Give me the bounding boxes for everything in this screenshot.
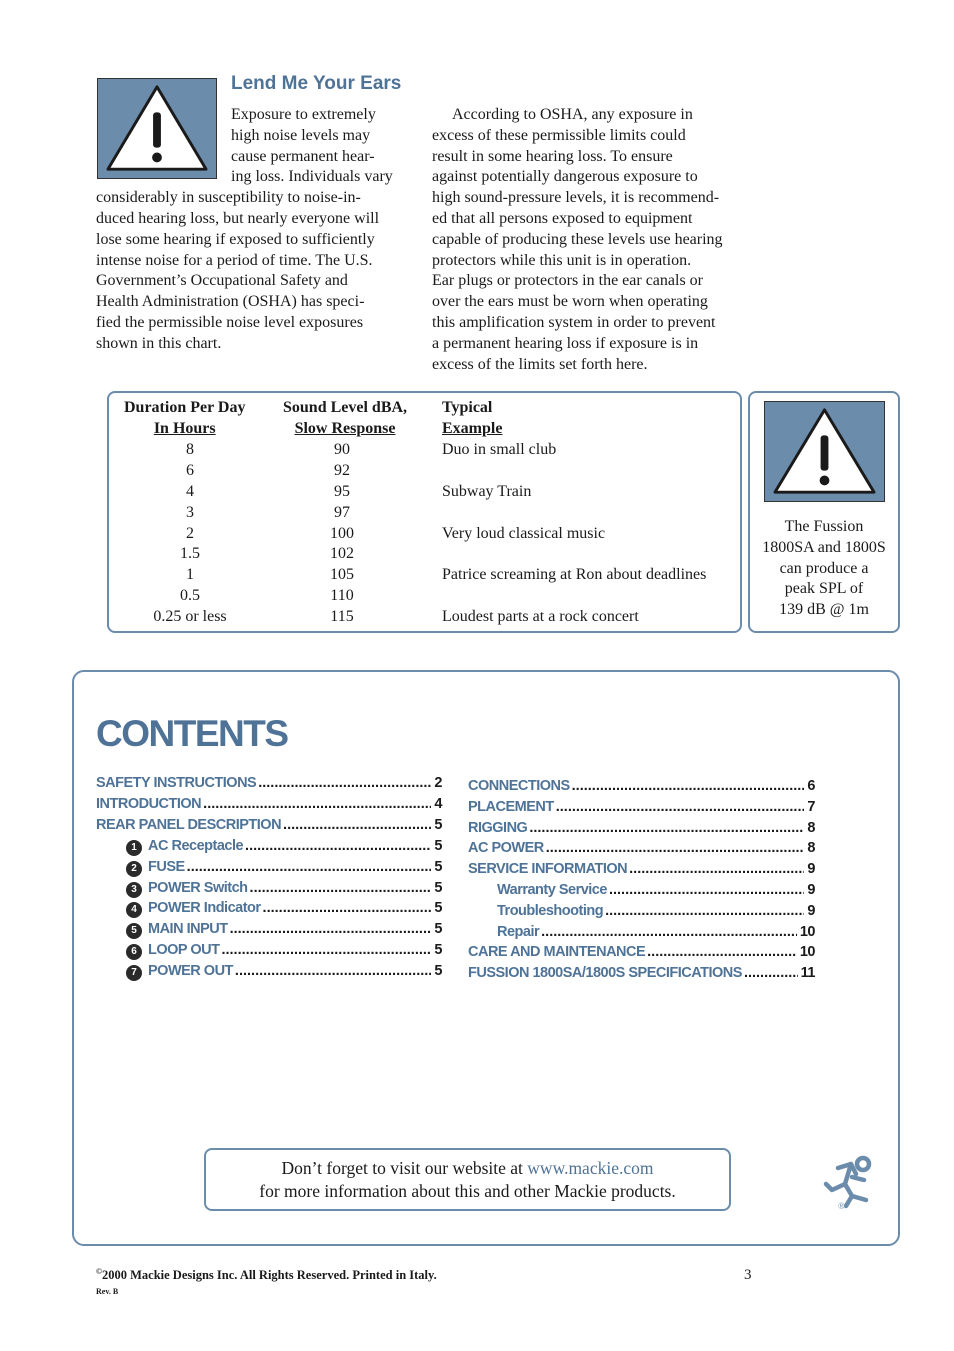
warning-text-col2 bbox=[432, 105, 752, 375]
toc-page: 9 bbox=[807, 902, 815, 919]
toc-leader bbox=[245, 838, 431, 854]
text-line: against potentially dangerous exposure to bbox=[432, 168, 698, 186]
toc-page: 5 bbox=[434, 900, 442, 917]
toc-entry[interactable] bbox=[468, 965, 815, 986]
toc-page: 4 bbox=[434, 795, 442, 812]
page-number: 3 bbox=[744, 1267, 752, 1283]
text-line: high noise levels may bbox=[231, 126, 371, 144]
toc-leader bbox=[235, 963, 432, 979]
item-number-icon: 3 bbox=[126, 882, 142, 898]
website-note bbox=[204, 1148, 731, 1211]
table-cell-hours: 8 bbox=[186, 441, 194, 458]
revision: Rev. B bbox=[96, 1287, 119, 1296]
toc-page: 7 bbox=[807, 798, 815, 815]
table-cell-example: Very loud classical music bbox=[442, 524, 606, 542]
toc-entry[interactable] bbox=[96, 775, 442, 796]
item-number-icon: 7 bbox=[126, 965, 142, 981]
warning-icon bbox=[764, 401, 885, 502]
mackie-logo bbox=[818, 1152, 880, 1216]
toc-label: LOOP OUT bbox=[148, 942, 220, 959]
table-cell-level: 97 bbox=[334, 503, 350, 521]
toc-page: 9 bbox=[807, 861, 815, 878]
toc-page: 8 bbox=[807, 819, 815, 836]
toc-entry[interactable] bbox=[497, 882, 815, 903]
toc-page: 5 bbox=[434, 942, 442, 959]
item-number-icon: 2 bbox=[126, 861, 142, 877]
toc-leader bbox=[263, 900, 432, 916]
toc-label: REAR PANEL DESCRIPTION bbox=[96, 816, 282, 833]
example-column bbox=[442, 440, 742, 628]
toc-page: 5 bbox=[434, 816, 442, 833]
table-cell-level: 115 bbox=[330, 608, 354, 626]
toc-label: Warranty Service bbox=[497, 882, 607, 898]
table-cell-level: 110 bbox=[330, 587, 354, 605]
toc-page: 8 bbox=[807, 840, 815, 857]
spl-note-line: The Fussion bbox=[784, 518, 864, 535]
contents-title: CONTENTS bbox=[96, 713, 288, 754]
spl-note-line: can produce a bbox=[779, 559, 869, 577]
table-cell-example bbox=[442, 544, 742, 565]
hours-column bbox=[124, 440, 256, 628]
toc-entry[interactable] bbox=[96, 796, 442, 817]
registered-mark: ® bbox=[838, 1201, 845, 1211]
toc-entry[interactable] bbox=[468, 944, 815, 965]
toc-right-column bbox=[468, 778, 815, 998]
toc-page: 5 bbox=[434, 858, 442, 875]
table-cell-hours: 3 bbox=[186, 503, 194, 521]
toc-label: RIGGING bbox=[468, 819, 528, 836]
toc-page: 5 bbox=[434, 921, 442, 938]
table-cell-example: Subway Train bbox=[442, 482, 532, 500]
table-cell-example: Loudest parts at a rock concert bbox=[442, 608, 639, 626]
text-line: excess of the limits set forth here. bbox=[432, 355, 648, 373]
table-cell-hours: 0.25 or less bbox=[153, 608, 227, 626]
toc-leader bbox=[647, 944, 797, 960]
text-line: According to OSHA, any exposure in bbox=[452, 106, 693, 123]
toc-page: 5 bbox=[434, 837, 442, 854]
toc-entry[interactable] bbox=[468, 840, 815, 861]
copyright: ©2000 Mackie Designs Inc. All Rights Reserved. Printed in Italy. bbox=[96, 1267, 437, 1283]
toc-entry[interactable] bbox=[126, 880, 442, 901]
toc-leader bbox=[187, 859, 432, 875]
toc-entry[interactable] bbox=[126, 921, 442, 942]
text-line: Exposure to extremely bbox=[231, 106, 376, 123]
text-line: Health Administration (OSHA) has speci- bbox=[96, 293, 365, 311]
table-cell-example bbox=[442, 586, 742, 607]
toc-label: POWER OUT bbox=[148, 963, 233, 980]
table-cell-level: 90 bbox=[334, 441, 350, 458]
toc-page: 2 bbox=[434, 775, 442, 791]
table-cell-level: 105 bbox=[330, 566, 354, 584]
toc-leader bbox=[744, 965, 798, 981]
website-note-line2: for more information about this and other Mackie products. bbox=[259, 1181, 676, 1201]
table-cell-level: 102 bbox=[330, 545, 354, 563]
item-number-icon: 6 bbox=[126, 944, 142, 960]
text-line: considerably in susceptibility to noise-in- bbox=[96, 189, 361, 207]
toc-entry[interactable] bbox=[126, 963, 442, 984]
text-line: high sound-pressure levels, it is recommend- bbox=[432, 189, 720, 207]
toc-label: CARE AND MAINTENANCE bbox=[468, 944, 646, 961]
toc-entry[interactable] bbox=[126, 900, 442, 921]
toc-page: 5 bbox=[434, 963, 442, 980]
toc-leader bbox=[250, 880, 432, 896]
text-line: excess of these permissible limits could bbox=[432, 126, 686, 144]
spl-note-line: peak SPL of bbox=[784, 580, 864, 598]
text-line: capable of producing these levels use hearing bbox=[432, 230, 723, 248]
table-cell-level: 100 bbox=[330, 524, 354, 542]
toc-leader bbox=[609, 882, 804, 898]
toc-label: Troubleshooting bbox=[497, 902, 604, 919]
toc-leader bbox=[283, 817, 431, 833]
spl-note-text bbox=[750, 517, 898, 621]
text-line: this amplification system in order to prevent bbox=[432, 313, 716, 331]
text-line: shown in this chart. bbox=[96, 334, 222, 352]
toc-page: 10 bbox=[799, 944, 815, 961]
toc-label: AC Receptacle bbox=[148, 837, 244, 854]
toc-label: INTRODUCTION bbox=[96, 795, 202, 812]
spl-note-line: 1800SA and 1800S bbox=[762, 538, 886, 556]
toc-label: FUSSION 1800SA/1800S SPECIFICATIONS bbox=[468, 965, 742, 982]
toc-entry[interactable] bbox=[468, 861, 815, 882]
toc-left-column bbox=[96, 775, 442, 995]
toc-leader bbox=[203, 796, 431, 812]
header-sound-level: Sound Level dBA, Slow Response bbox=[283, 399, 408, 437]
toc-leader bbox=[529, 820, 804, 836]
toc-page: 5 bbox=[434, 879, 442, 896]
website-note-prefix: Don’t forget to visit our website at bbox=[281, 1158, 528, 1178]
table-cell-hours: 2 bbox=[186, 524, 194, 542]
table-cell-hours: 1.5 bbox=[180, 545, 200, 563]
header-duration: Duration Per Day In Hours bbox=[124, 399, 246, 437]
toc-label: MAIN INPUT bbox=[148, 921, 228, 938]
text-line: over the ears must be worn when operating bbox=[432, 293, 708, 311]
toc-label: FUSE bbox=[148, 858, 185, 875]
toc-label: PLACEMENT bbox=[468, 798, 554, 815]
text-line: duced hearing loss, but nearly everyone will bbox=[96, 209, 380, 227]
toc-leader bbox=[541, 924, 797, 940]
toc-entry[interactable] bbox=[96, 817, 442, 838]
text-line: intense noise for a period of time. The U.S. bbox=[96, 251, 373, 269]
toc-entry[interactable] bbox=[468, 778, 815, 799]
website-link[interactable]: www.mackie.com bbox=[527, 1158, 654, 1178]
table-cell-hours: 6 bbox=[186, 461, 194, 479]
table-cell-example bbox=[442, 461, 742, 482]
table-cell-hours: 1 bbox=[186, 566, 194, 584]
toc-entry[interactable] bbox=[126, 838, 442, 859]
toc-label: CONNECTIONS bbox=[468, 778, 570, 794]
table-cell-level: 92 bbox=[334, 461, 350, 479]
toc-label: AC POWER bbox=[468, 840, 544, 857]
toc-entry[interactable] bbox=[468, 820, 815, 841]
text-line: cause permanent hear- bbox=[231, 147, 375, 165]
text-line: a permanent hearing loss if exposure is in bbox=[432, 334, 699, 352]
table-cell-example bbox=[442, 503, 742, 524]
toc-label: POWER Switch bbox=[148, 879, 248, 896]
toc-page: 6 bbox=[807, 778, 815, 794]
toc-leader bbox=[221, 942, 431, 958]
toc-page: 10 bbox=[799, 923, 815, 940]
toc-label: SAFETY INSTRUCTIONS bbox=[96, 775, 257, 791]
table-cell-example: Duo in small club bbox=[442, 441, 557, 458]
text-line: protectors while this unit is in operation. bbox=[432, 251, 692, 269]
text-line: result in some hearing loss. To ensure bbox=[432, 147, 673, 165]
toc-entry[interactable] bbox=[497, 903, 815, 924]
toc-entry[interactable] bbox=[126, 859, 442, 880]
table-cell-hours: 0.5 bbox=[180, 587, 200, 605]
spl-note-line: 139 dB @ 1m bbox=[779, 601, 869, 619]
text-line: fied the permissible noise level exposures bbox=[96, 313, 364, 331]
warning-text-col1 bbox=[96, 105, 416, 355]
toc-leader bbox=[546, 840, 805, 856]
toc-entry[interactable] bbox=[497, 924, 815, 945]
table-cell-hours: 4 bbox=[186, 482, 194, 500]
toc-page: 11 bbox=[800, 965, 815, 982]
warning-title: Lend Me Your Ears bbox=[231, 73, 402, 94]
table-cell-level: 95 bbox=[334, 482, 350, 500]
toc-label: POWER Indicator bbox=[148, 900, 261, 917]
toc-leader bbox=[629, 861, 804, 877]
table-cell-example: Patrice screaming at Ron about deadlines bbox=[442, 566, 707, 584]
toc-page: 9 bbox=[807, 882, 815, 898]
text-line: ed that all persons exposed to equipment bbox=[432, 209, 693, 227]
toc-leader bbox=[556, 799, 805, 815]
text-line: Ear plugs or protectors in the ear canals or bbox=[432, 272, 704, 290]
toc-leader bbox=[230, 921, 432, 937]
toc-leader bbox=[258, 775, 431, 791]
item-number-icon: 1 bbox=[126, 840, 142, 856]
item-number-icon: 4 bbox=[126, 902, 142, 918]
text-line: lose some hearing if exposed to sufficiently bbox=[96, 230, 375, 248]
toc-label: Repair bbox=[497, 923, 540, 940]
toc-leader bbox=[605, 903, 804, 919]
item-number-icon: 5 bbox=[126, 923, 142, 939]
toc-label: SERVICE INFORMATION bbox=[468, 861, 628, 878]
toc-entry[interactable] bbox=[126, 942, 442, 963]
toc-leader bbox=[572, 778, 805, 794]
toc-entry[interactable] bbox=[468, 799, 815, 820]
text-line: Government’s Occupational Safety and bbox=[96, 272, 348, 290]
level-column bbox=[292, 440, 392, 628]
header-example: Typical Example bbox=[442, 399, 503, 437]
text-line: ing loss. Individuals vary bbox=[231, 168, 393, 186]
